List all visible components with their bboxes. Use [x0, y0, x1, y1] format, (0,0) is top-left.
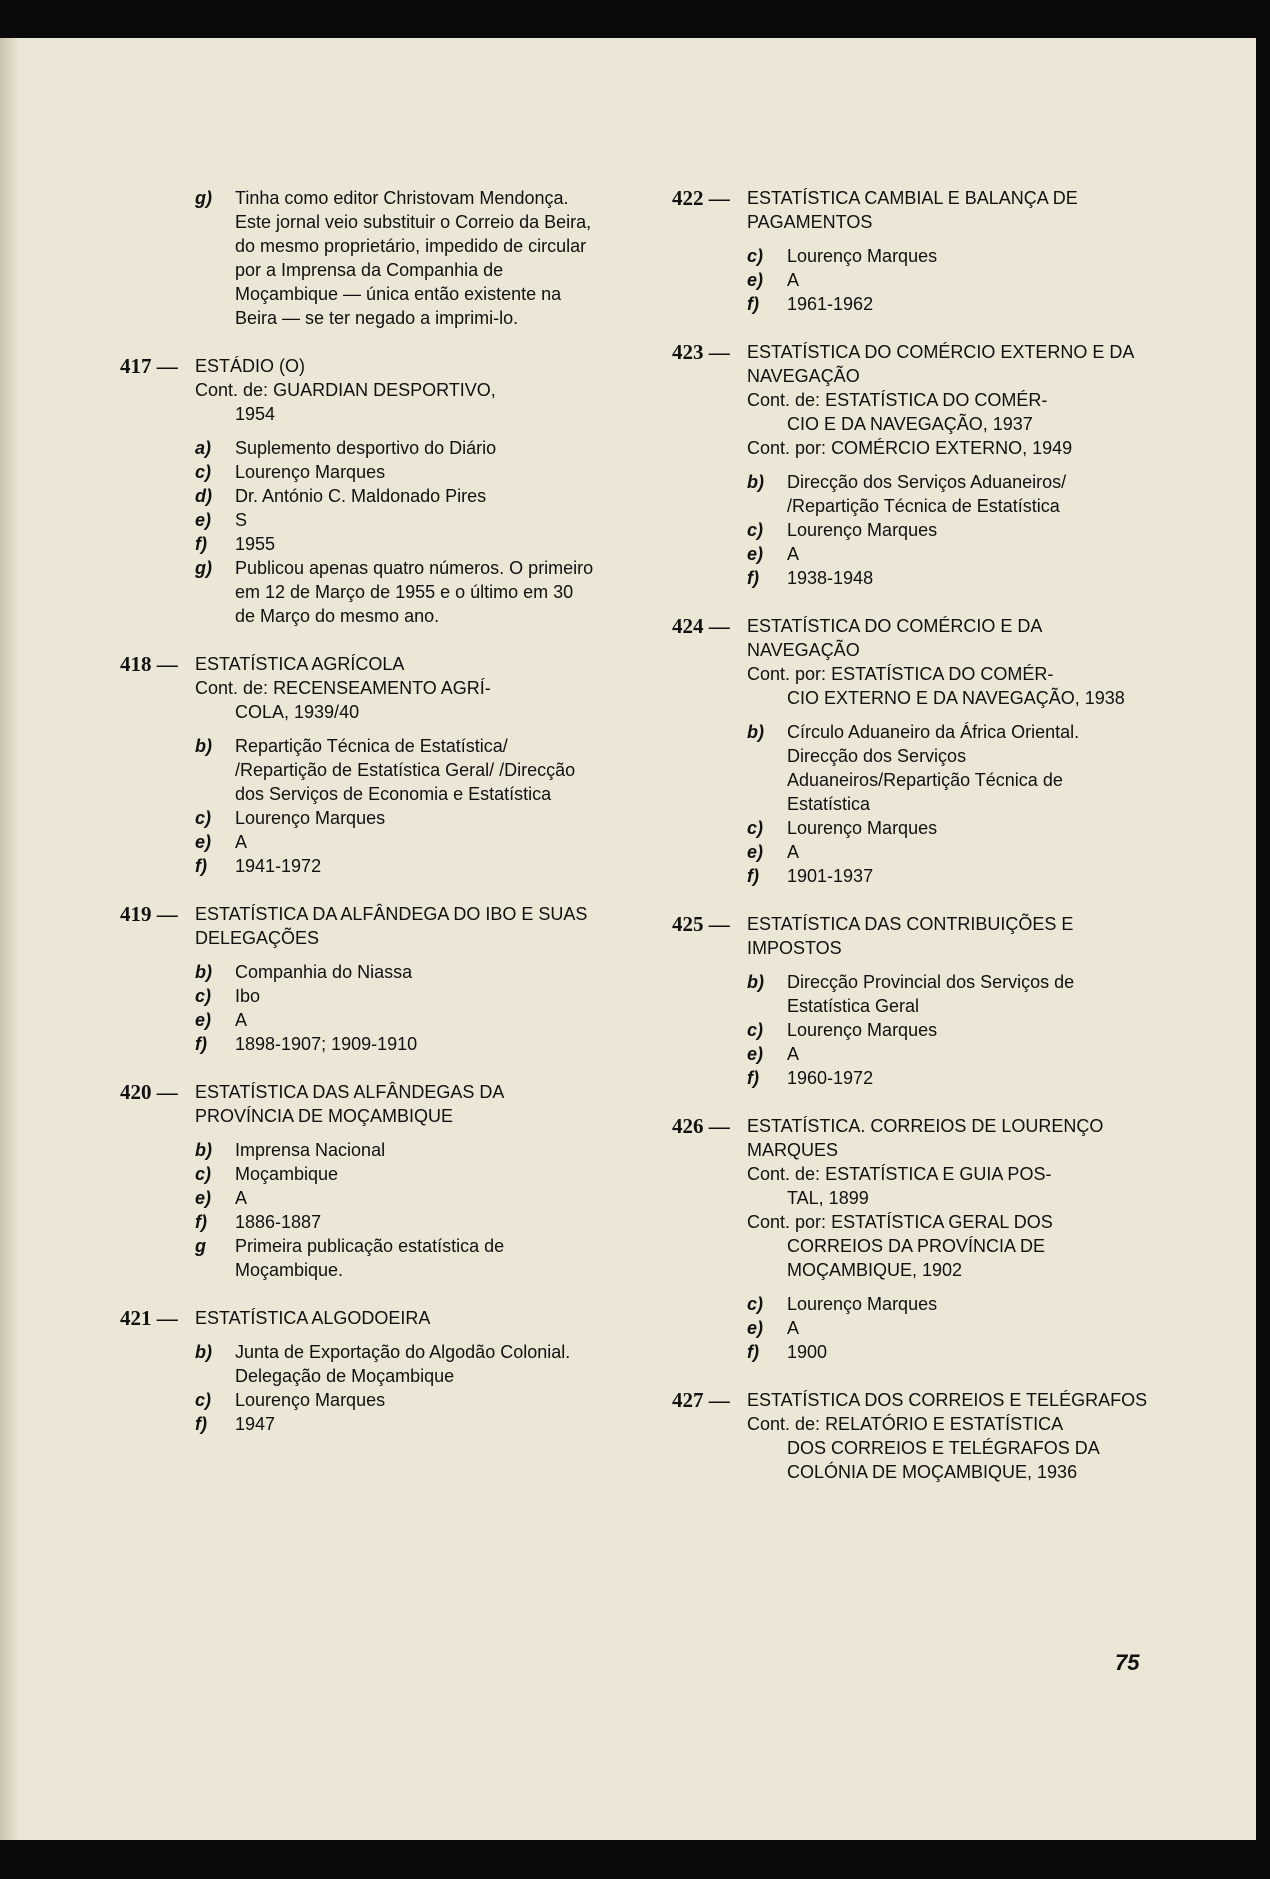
continuation-rest: TAL, 1899	[787, 1188, 869, 1208]
item-label: e)	[747, 842, 764, 862]
entry-number: 427 —	[672, 1388, 730, 1412]
item-label: e)	[747, 1044, 764, 1064]
item-text: Lourenço Marques	[235, 808, 386, 828]
item-text: Publicou apenas quatro números. O primeiro em 12 de Março de 1955 e o último em 30 de Março do mesmo ano.	[235, 558, 594, 626]
entry-item	[195, 984, 595, 1008]
entry-title: ESTATÍSTICA DAS CONTRIBUIÇÕES E IMPOSTOS	[747, 914, 1074, 958]
item-label: g)	[195, 558, 212, 578]
item-text: Companhia do Niassa	[235, 962, 413, 982]
item-text: 1900	[787, 1342, 828, 1362]
item-text: Lourenço Marques	[787, 1294, 938, 1314]
continuation-first-line	[747, 1414, 1063, 1434]
entry-item	[195, 1388, 595, 1412]
item-text: 1898-1907; 1909-1910	[235, 1034, 418, 1054]
item-label: g)	[195, 188, 212, 208]
item-text: Tinha como editor Christovam Mendonça. Este jornal veio substituir o Correio da Beira, do mesmo proprietário, impedido de circular por a Imprensa da Companhia de Moçambique — única então existente na Beira — se ter negado a imprimi-lo.	[235, 188, 592, 328]
entry-item	[195, 1162, 595, 1186]
catalogue-entry	[672, 340, 1148, 590]
entry-item	[747, 244, 1148, 268]
entry-item	[747, 1018, 1148, 1042]
entry-title: ESTATÍSTICA DA ALFÂNDEGA DO IBO E SUAS DELEGAÇÕES	[195, 904, 588, 948]
entry-title: ESTÁDIO (O)	[195, 356, 306, 376]
entry-number: 422 —	[672, 186, 730, 210]
entry-item	[195, 484, 595, 508]
item-text: Imprensa Nacional	[235, 1140, 386, 1160]
item-text: A	[235, 1188, 248, 1208]
item-text: Lourenço Marques	[787, 246, 938, 266]
entry-items	[747, 1292, 1148, 1364]
continuation-title: ESTATÍSTICA DO COMÉR-	[831, 664, 1054, 684]
entry-item	[195, 1186, 595, 1210]
entry-item	[195, 806, 595, 830]
continuation-label: Cont. de:	[747, 1414, 821, 1434]
entry-title: ESTATÍSTICA CAMBIAL E BALANÇA DE PAGAMENTOS	[747, 188, 1078, 232]
item-label: e)	[195, 510, 212, 530]
entry-item	[195, 1138, 595, 1162]
catalogue-page	[0, 38, 1256, 1840]
item-text: Lourenço Marques	[787, 1020, 938, 1040]
entry-items	[195, 436, 595, 628]
catalogue-entry	[672, 186, 1148, 316]
item-label: f)	[747, 866, 759, 886]
item-text: 1947	[235, 1414, 276, 1434]
item-label: e)	[747, 270, 764, 290]
item-label: f)	[195, 1212, 207, 1232]
catalogue-entry	[120, 902, 595, 1056]
entry-item	[747, 292, 1148, 316]
item-text: 1955	[235, 534, 276, 554]
entry-number: 423 —	[672, 340, 730, 364]
item-text: Lourenço Marques	[235, 462, 386, 482]
continuation-rest: COLA, 1939/40	[235, 702, 360, 722]
item-text: A	[235, 1010, 248, 1030]
item-label: f)	[747, 294, 759, 314]
continuation-first-line	[747, 1164, 1051, 1184]
entry-item	[747, 1316, 1148, 1340]
item-text: 1941-1972	[235, 856, 322, 876]
entry-item	[195, 1340, 595, 1388]
entry-item	[195, 436, 595, 460]
continuation-first-line	[747, 664, 1053, 684]
item-label: b)	[195, 962, 212, 982]
continuation-label: Cont. por:	[747, 438, 827, 458]
entry-number: 418 —	[120, 652, 178, 676]
entry-number: 425 —	[672, 912, 730, 936]
item-label: f)	[747, 1342, 759, 1362]
item-text: S	[235, 510, 248, 530]
item-label: e)	[195, 1188, 212, 1208]
entry-item	[747, 1042, 1148, 1066]
continuation-first-line	[747, 438, 1072, 458]
continuation-first-line	[747, 1212, 1053, 1232]
continuation-title: COMÉRCIO EXTERNO, 1949	[831, 438, 1073, 458]
entry-item	[195, 830, 595, 854]
entry-continuation	[120, 186, 595, 330]
item-label: b)	[747, 722, 764, 742]
entry-item	[747, 840, 1148, 864]
entry-item	[195, 460, 595, 484]
entry-item	[195, 186, 595, 330]
item-label: e)	[747, 544, 764, 564]
item-text: Repartição Técnica de Estatística/ /Repartição de Estatística Geral/ /Direcção dos Serviços de Economia e Estatística	[235, 736, 576, 804]
continuation-label: Cont. de:	[747, 390, 821, 410]
continuation-line	[747, 436, 1148, 460]
entry-items	[195, 1138, 595, 1282]
entry-item	[195, 508, 595, 532]
continuation-title: ESTATÍSTICA E GUIA POS-	[825, 1164, 1052, 1184]
entry-number: 420 —	[120, 1080, 178, 1104]
entry-item	[195, 960, 595, 984]
continuation-label: Cont. por:	[747, 664, 827, 684]
continuation-label: Cont. de:	[747, 1164, 821, 1184]
entry-item	[195, 734, 595, 806]
catalogue-entry	[672, 614, 1148, 888]
continuation-first-line	[747, 390, 1047, 410]
item-text: A	[235, 832, 248, 852]
entry-items	[747, 470, 1148, 590]
right-column	[672, 186, 1148, 1508]
entry-items	[747, 720, 1148, 888]
entry-item	[747, 470, 1148, 518]
item-label: b)	[747, 472, 764, 492]
item-label: b)	[195, 736, 212, 756]
continuation-line	[195, 676, 595, 724]
continuation-title: GUARDIAN DESPORTIVO,	[273, 380, 496, 400]
entry-item	[747, 970, 1148, 1018]
item-label: c)	[195, 1390, 212, 1410]
continuation-first-line	[195, 678, 491, 698]
continuation-title: ESTATÍSTICA DO COMÉR-	[825, 390, 1048, 410]
item-text: Dr. António C. Maldonado Pires	[235, 486, 487, 506]
entry-number: 419 —	[120, 902, 178, 926]
entry-item	[195, 1032, 595, 1056]
continuation-line	[747, 1162, 1148, 1210]
item-text: A	[787, 1318, 800, 1338]
item-label: c)	[195, 808, 212, 828]
entry-number: 426 —	[672, 1114, 730, 1138]
item-label: c)	[747, 818, 764, 838]
page-number: 75	[1115, 1650, 1140, 1675]
entry-title: ESTATÍSTICA DO COMÉRCIO EXTERNO E DA NAVEGAÇÃO	[747, 342, 1134, 386]
item-text: Moçambique	[235, 1164, 339, 1184]
item-label: f)	[195, 1034, 207, 1054]
entry-item	[747, 566, 1148, 590]
continuation-rest: DOS CORREIOS E TELÉGRAFOS DA COLÓNIA DE MOÇAMBIQUE, 1936	[787, 1438, 1099, 1482]
entry-number: 421 —	[120, 1306, 178, 1330]
item-text: Primeira publicação estatística de Moçambique.	[235, 1236, 505, 1280]
continuation-line	[747, 662, 1148, 710]
entry-items	[747, 970, 1148, 1090]
entry-items	[195, 960, 595, 1056]
item-text: 1961-1962	[787, 294, 874, 314]
item-text: 1901-1937	[787, 866, 874, 886]
continuation-rest: CORREIOS DA PROVÍNCIA DE MOÇAMBIQUE, 1902	[787, 1236, 1046, 1280]
item-label: f)	[195, 1414, 207, 1434]
continuation-title: RECENSEAMENTO AGRÍ-	[273, 678, 491, 698]
entry-number: 417 —	[120, 354, 178, 378]
item-text: Direcção dos Serviços Aduaneiros/ /Repartição Técnica de Estatística	[787, 472, 1067, 516]
item-label: e)	[747, 1318, 764, 1338]
item-label: c)	[747, 246, 764, 266]
continuation-line	[747, 1412, 1148, 1484]
catalogue-entry	[120, 652, 595, 878]
entry-item	[747, 542, 1148, 566]
catalogue-entry	[120, 1306, 595, 1436]
entry-title: ESTATÍSTICA ALGODOEIRA	[195, 1308, 431, 1328]
entry-item	[195, 1412, 595, 1436]
item-label: c)	[747, 1020, 764, 1040]
entry-title: ESTATÍSTICA. CORREIOS DE LOURENÇO MARQUES	[747, 1116, 1104, 1160]
left-column	[120, 186, 595, 1460]
entry-item	[747, 1066, 1148, 1090]
item-label: f)	[747, 568, 759, 588]
entry-item	[195, 556, 595, 628]
continuation-title: RELATÓRIO E ESTATÍSTICA	[825, 1414, 1064, 1434]
item-label: c)	[747, 1294, 764, 1314]
item-label: a)	[195, 438, 212, 458]
item-label: e)	[195, 832, 212, 852]
item-text: Lourenço Marques	[787, 818, 938, 838]
continuation-label: Cont. de:	[195, 678, 269, 698]
item-label: f)	[195, 856, 207, 876]
item-label: c)	[195, 986, 212, 1006]
entry-item	[195, 854, 595, 878]
catalogue-entry	[120, 354, 595, 628]
item-label: f)	[195, 534, 207, 554]
entry-title: ESTATÍSTICA DOS CORREIOS E TELÉGRAFOS	[747, 1390, 1148, 1410]
entry-items	[195, 734, 595, 878]
entry-item	[747, 518, 1148, 542]
entry-item	[747, 864, 1148, 888]
item-label: g	[195, 1236, 206, 1256]
entry-title: ESTATÍSTICA AGRÍCOLA	[195, 654, 405, 674]
catalogue-entry	[672, 912, 1148, 1090]
entry-items	[195, 1340, 595, 1436]
continuation-label: Cont. de:	[195, 380, 269, 400]
item-text: Suplemento desportivo do Diário	[235, 438, 497, 458]
continuation-first-line	[195, 380, 496, 400]
item-label: d)	[195, 486, 212, 506]
entry-title: ESTATÍSTICA DO COMÉRCIO E DA NAVEGAÇÃO	[747, 616, 1042, 660]
entry-item	[747, 720, 1148, 816]
continuation-line	[195, 378, 595, 426]
item-text: A	[787, 1044, 800, 1064]
continuation-rest: CIO E DA NAVEGAÇÃO, 1937	[787, 414, 1033, 434]
entry-item	[747, 1292, 1148, 1316]
item-label: c)	[195, 462, 212, 482]
entry-item	[747, 268, 1148, 292]
item-label: c)	[747, 520, 764, 540]
entry-title: ESTATÍSTICA DAS ALFÂNDEGAS DA PROVÍNCIA DE MOÇAMBIQUE	[195, 1082, 504, 1126]
item-text: 1886-1887	[235, 1212, 322, 1232]
item-text: A	[787, 842, 800, 862]
item-text: Direcção Provincial dos Serviços de Estatística Geral	[787, 972, 1075, 1016]
item-text: A	[787, 544, 800, 564]
item-text: Ibo	[235, 986, 261, 1006]
item-text: Lourenço Marques	[235, 1390, 386, 1410]
catalogue-entry	[120, 1080, 595, 1282]
continuation-rest: 1954	[235, 404, 276, 424]
item-text: Círculo Aduaneiro da África Oriental. Direcção dos Serviços Aduaneiros/Repartição Técnica de Estatística	[787, 722, 1080, 814]
item-text: 1938-1948	[787, 568, 874, 588]
continuation-title: ESTATÍSTICA GERAL DOS	[831, 1212, 1053, 1232]
catalogue-entry	[672, 1114, 1148, 1364]
continuation-line	[747, 1210, 1148, 1282]
entry-item	[195, 532, 595, 556]
entry-number: 424 —	[672, 614, 730, 638]
entry-item	[747, 1340, 1148, 1364]
item-text: Junta de Exportação do Algodão Colonial. Delegação de Moçambique	[235, 1342, 571, 1386]
continuation-rest: CIO EXTERNO E DA NAVEGAÇÃO, 1938	[787, 688, 1125, 708]
continuation-label: Cont. por:	[747, 1212, 827, 1232]
item-text: 1960-1972	[787, 1068, 874, 1088]
item-label: e)	[195, 1010, 212, 1030]
entry-item	[195, 1234, 595, 1282]
entry-item	[195, 1210, 595, 1234]
item-label: b)	[747, 972, 764, 992]
item-label: b)	[195, 1140, 212, 1160]
continuation-line	[747, 388, 1148, 436]
entry-item	[747, 816, 1148, 840]
catalogue-entry	[672, 1388, 1148, 1484]
item-label: f)	[747, 1068, 759, 1088]
item-text: A	[787, 270, 800, 290]
entry-items	[747, 244, 1148, 316]
entry-item	[195, 1008, 595, 1032]
item-label: c)	[195, 1164, 212, 1184]
item-label: b)	[195, 1342, 212, 1362]
item-text: Lourenço Marques	[787, 520, 938, 540]
